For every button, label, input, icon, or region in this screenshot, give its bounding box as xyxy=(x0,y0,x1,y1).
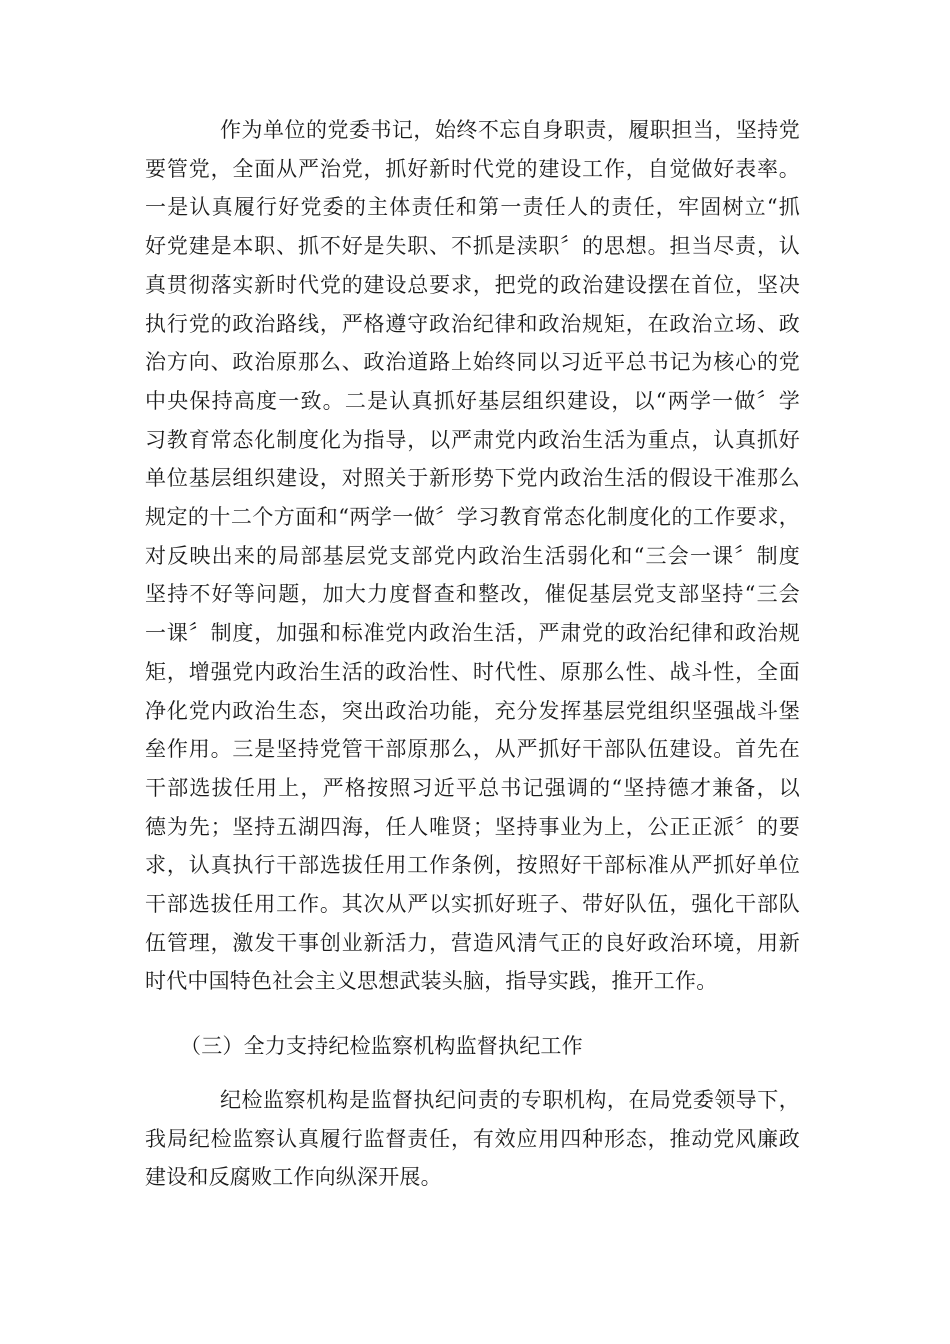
text-line: 矩，增强党内政治生活的政治性、时代性、原那么性、战斗性，全面 xyxy=(145,659,800,684)
text-line: 对反映出来的局部基层党支部党内政治生活弱化和“三会一课〞制度 xyxy=(145,543,800,568)
text-line: 求，认真执行干部选拔任用工作条例，按照好干部标准从严抓好单位 xyxy=(145,853,800,878)
text-line: 德为先；坚持五湖四海，任人唯贤；坚持事业为上，公正正派〞的要 xyxy=(145,814,800,839)
text-line: 单位基层组织建设，对照关于新形势下党内政治生活的假设干准那么 xyxy=(145,466,800,491)
section-heading-three: （三）全力支持纪检监察机构监督执纪工作 xyxy=(180,1034,583,1058)
text-line: 干部选拔任用上，严格按照习近平总书记强调的“坚持德才兼备，以 xyxy=(145,775,800,800)
text-line: 净化党内政治生态，突出政治功能，充分发挥基层党组织坚强战斗堡 xyxy=(145,698,800,723)
text-line: 时代中国特色社会主义思想武装头脑，指导实践，推开工作。 xyxy=(145,969,718,994)
text-line: 纪检监察机构是监督执纪问责的专职机构，在局党委领导下， xyxy=(220,1088,800,1112)
text-line: 伍管理，激发干事创业新活力，营造风清气正的良好政治环境，用新 xyxy=(145,930,800,955)
text-line: 垒作用。三是坚持党管干部原那么，从严抓好干部队伍建设。首先在 xyxy=(145,737,800,762)
text-line: 坚持不好等问题，加大力度督查和整改，催促基层党支部坚持“三会 xyxy=(145,582,800,607)
text-line: 真贯彻落实新时代党的建设总要求，把党的政治建设摆在首位，坚决 xyxy=(145,272,800,297)
text-line: 执行党的政治路线，严格遵守政治纪律和政治规矩，在政治立场、政 xyxy=(145,311,800,336)
text-line: 干部选拔任用工作。其次从严以实抓好班子、带好队伍，强化干部队 xyxy=(145,892,800,916)
text-line: 规定的十二个方面和“两学一做〞学习教育常态化制度化的工作要求， xyxy=(145,505,800,529)
text-line: 建设和反腐败工作向纵深开展。 xyxy=(145,1165,442,1189)
text-line: 一是认真履行好党委的主体责任和第一责任人的责任，牢固树立“抓 xyxy=(145,195,800,220)
text-line: 习教育常态化制度化为指导，以严肃党内政治生活为重点，认真抓好 xyxy=(145,427,800,452)
text-line: 好党建是本职、抓不好是失职、不抓是渎职〞的思想。担当尽责，认 xyxy=(145,234,800,259)
text-line: 一课〞制度，加强和标准党内政治生活，严肃党的政治纪律和政治规 xyxy=(145,621,800,646)
text-line: 中央保持高度一致。二是认真抓好基层组织建设，以“两学一做〞学 xyxy=(145,388,800,413)
text-line: 治方向、政治原那么、政治道路上始终同以习近平总书记为核心的党 xyxy=(145,350,800,375)
text-line: 我局纪检监察认真履行监督责任，有效应用四种形态，推动党风廉政 xyxy=(145,1126,800,1151)
text-line: 要管党，全面从严治党，抓好新时代党的建设工作，自觉做好表率。 xyxy=(145,156,800,181)
text-line: 作为单位的党委书记，始终不忘自身职责，履职担当，坚持党 xyxy=(220,118,800,142)
